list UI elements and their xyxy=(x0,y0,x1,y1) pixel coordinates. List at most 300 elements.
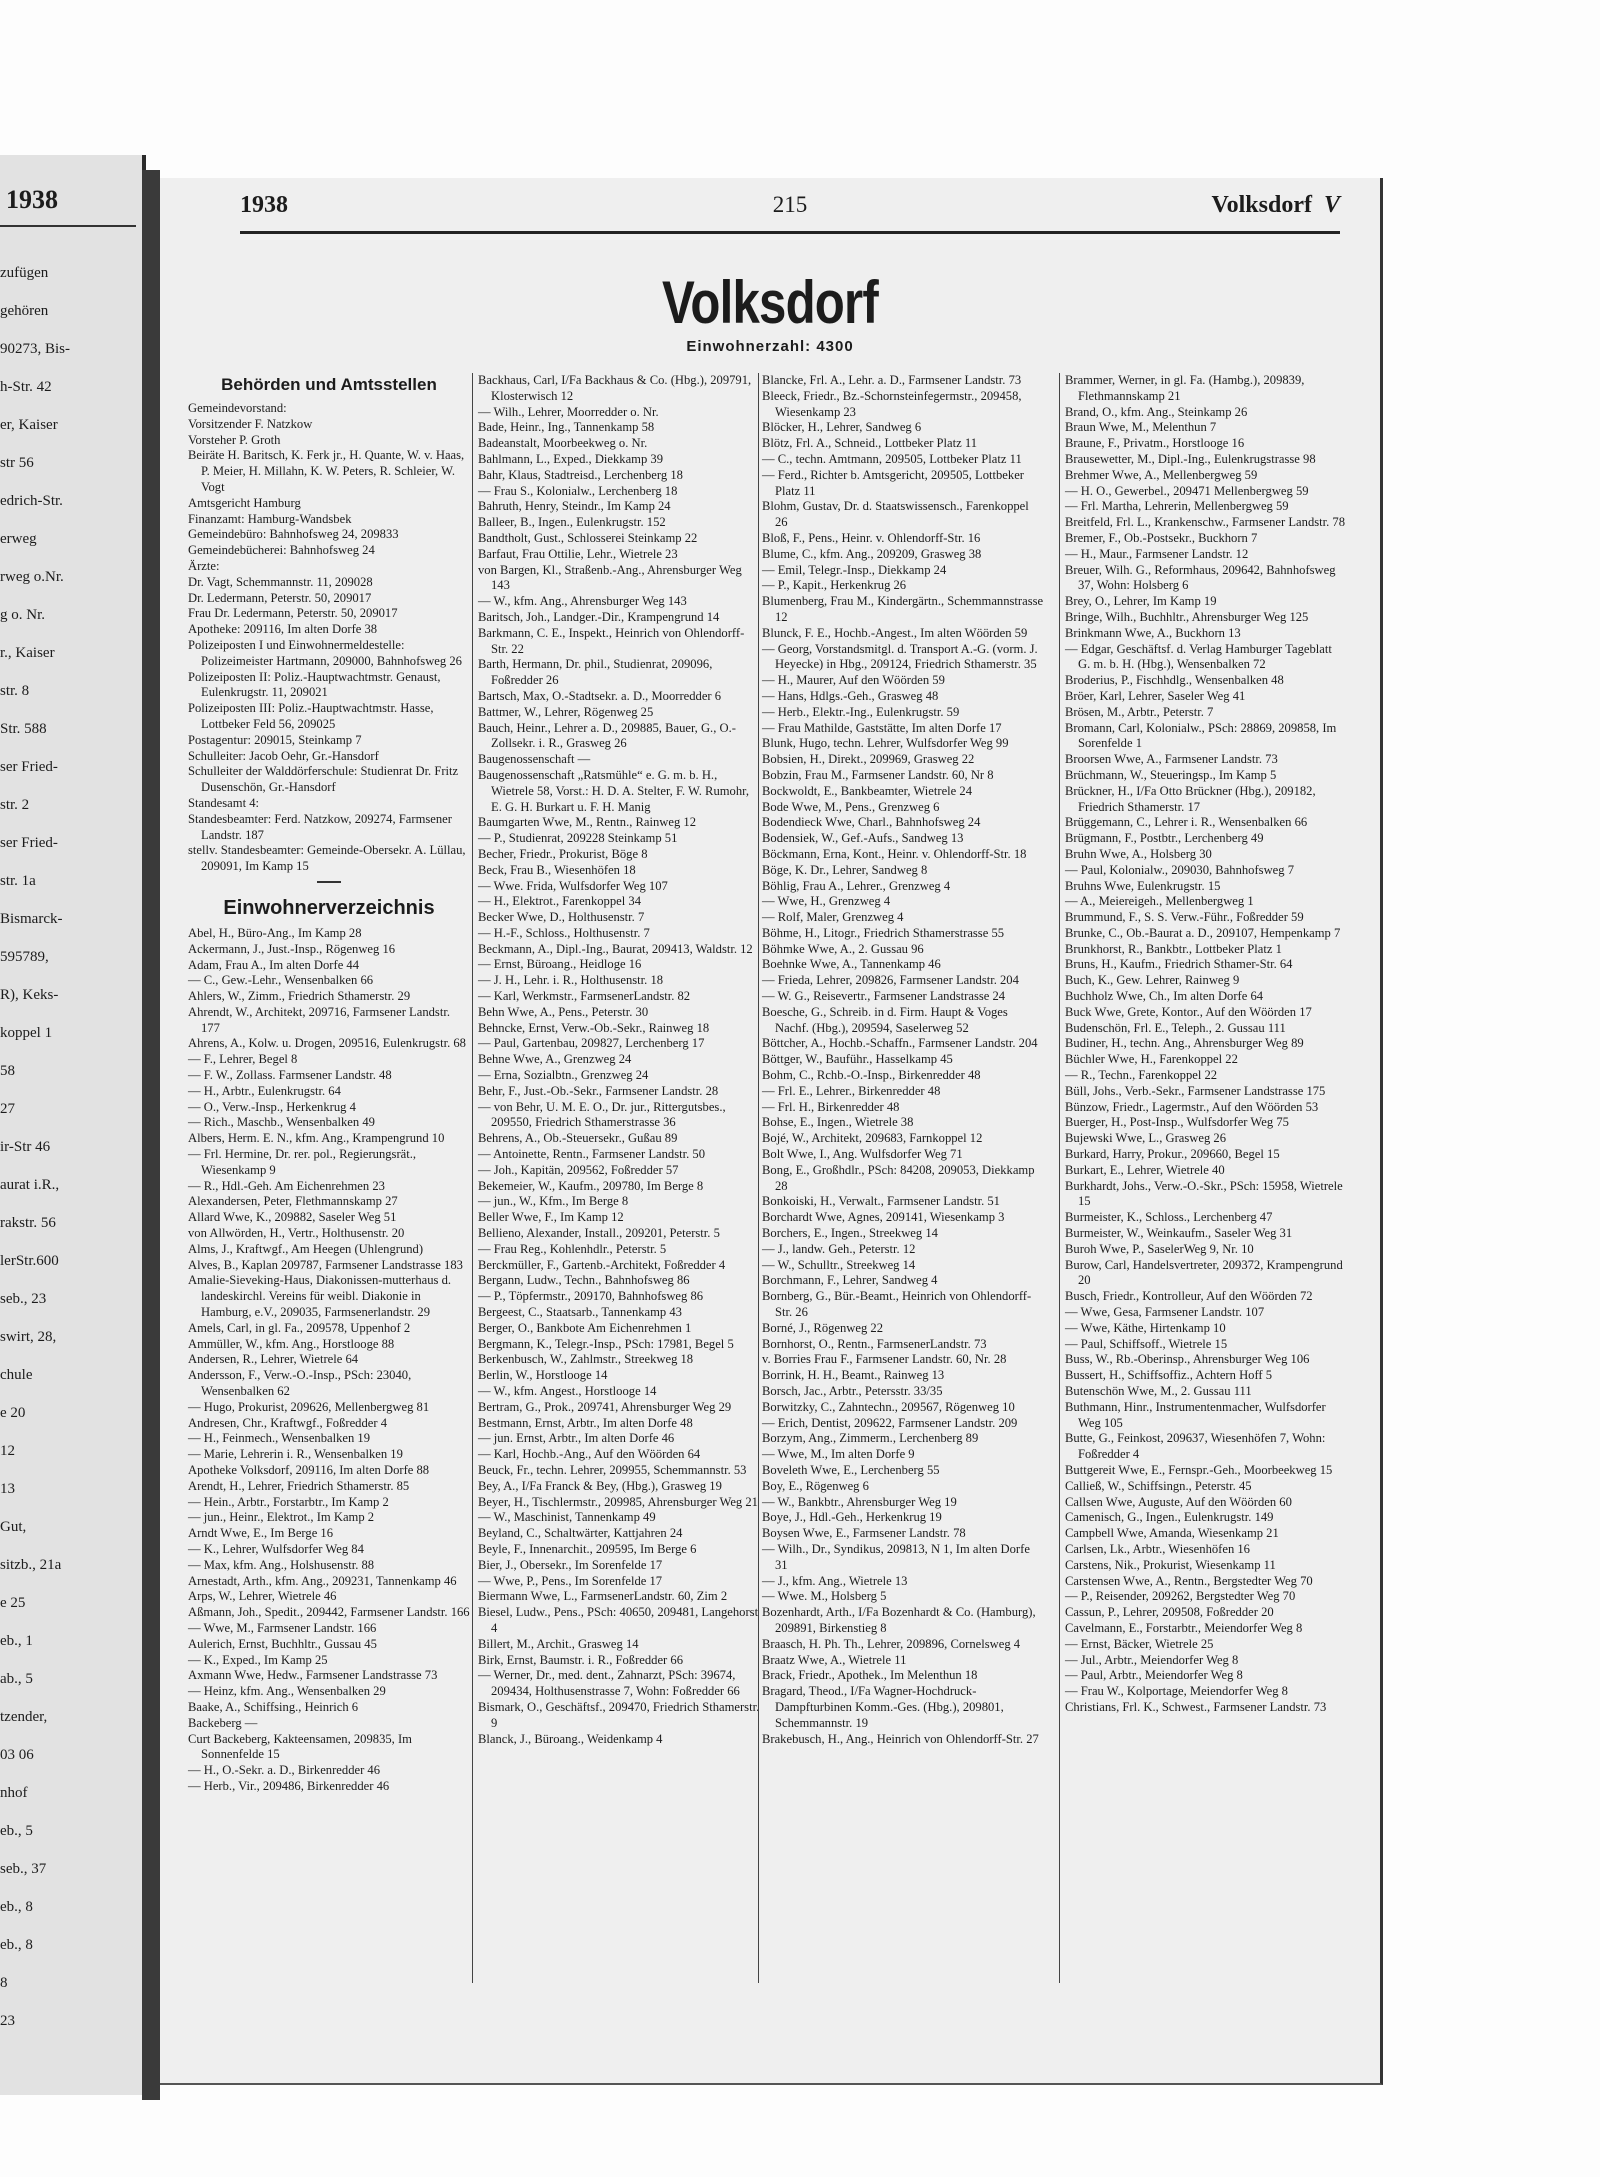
resident-entry: Bong, E., Großhdlr., PSch: 84208, 209053, Diekkamp 28 xyxy=(762,1162,1035,1193)
resident-entry: Billert, M., Archit., Grasweg 14 xyxy=(478,1636,639,1651)
left-page-line: ir-Str 46 xyxy=(0,1139,51,1155)
resident-entry: Bromann, Carl, Kolonialw., PSch: 28869, 209858, Im Sorenfelde 1 xyxy=(1065,720,1337,751)
resident-entry: Butenschön Wwe, M., 2. Gussau 111 xyxy=(1065,1384,1252,1398)
resident-entry: Buerger, H., Post-Insp., Wulfsdorfer Weg 75 xyxy=(1065,1115,1289,1130)
resident-entry: Brückner, H., I/Fa Otto Brückner (Hbg.), 209182, Friedrich Sthamerstr. 17 xyxy=(1065,783,1316,814)
resident-entry: Beck, Frau B., Wiesenhöfen 18 xyxy=(478,862,636,877)
resident-entry: Bojé, W., Architekt, 209683, Farnkoppel 12 xyxy=(762,1131,983,1146)
resident-entry: — H. O., Gewerbel., 209471 Mellenbergweg 59 xyxy=(1065,483,1309,498)
resident-entry: Berckmüller, F., Gartenb.-Architekt, Foßredder 4 xyxy=(478,1257,726,1272)
resident-entry: — Ernst, Büroang., Heidloge 16 xyxy=(478,957,642,972)
page-title: Volksdorf xyxy=(662,269,878,336)
left-page-year: 1938 xyxy=(6,185,58,214)
resident-entry: — F., Lehrer, Begel 8 xyxy=(188,1052,298,1067)
authorities-list xyxy=(188,401,470,875)
left-page-line: str. 8 xyxy=(0,683,30,699)
resident-entry: — Emil, Telegr.-Insp., Diekkamp 24 xyxy=(762,562,947,577)
header-place-name: Volksdorf xyxy=(1211,192,1312,218)
resident-entry: Adam, Frau A., Im alten Dorfe 44 xyxy=(188,957,360,972)
header-place xyxy=(1212,192,1341,219)
resident-entry: Brügmann, F., Postbtr., Lerchenberg 49 xyxy=(1065,831,1264,846)
resident-entry: Bodensiek, W., Gef.-Aufs., Sandweg 13 xyxy=(762,831,964,846)
resident-entry: Buthmann, Hinr., Instrumentenmacher, Wulfsdorfer Weg 105 xyxy=(1065,1399,1326,1430)
resident-entry: Camenisch, G., Ingen., Eulenkrugstr. 149 xyxy=(1065,1510,1274,1525)
resident-entry: Brammer, Werner, in gl. Fa. (Hambg.), 209839, Flethmannskamp 21 xyxy=(1065,373,1305,403)
left-page-line: seb., 23 xyxy=(0,1291,47,1307)
resident-entry: Boehnke Wwe, A., Tannenkamp 46 xyxy=(762,957,941,972)
resident-entry: — P., Kapit., Herkenkrug 26 xyxy=(762,578,907,593)
resident-entry: Curt Backeberg, Kakteensamen, 209835, Im Sonnenfelde 15 xyxy=(188,1731,412,1762)
resident-entry: Blöcker, H., Lehrer, Sandweg 6 xyxy=(762,420,922,435)
resident-entry: — Marie, Lehrerin i. R., Wensenbalken 19 xyxy=(188,1447,403,1462)
resident-entry: — Heinz, kfm. Ang., Wensenbalken 29 xyxy=(188,1684,386,1699)
resident-entry: Buttgereit Wwe, E., Fernspr.-Geh., Moorbeekweg 15 xyxy=(1065,1462,1333,1477)
resident-entry: Balleer, B., Ingen., Eulenkrugstr. 152 xyxy=(478,515,666,530)
residents-heading: Einwohnerverzeichnis xyxy=(223,896,435,919)
resident-entry: Arps, W., Lehrer, Wietrele 46 xyxy=(188,1589,337,1604)
resident-entry: Brack, Friedr., Apothek., Im Melenthun 18 xyxy=(762,1668,978,1683)
left-page-line: R), Keks- xyxy=(0,987,59,1003)
resident-entry: — Georg, Vorstandsmitgl. d. Transport A.-G. (vorm. J. Heyecke) in Hbg., 209124, Friedrich Sthamerstr. 35 xyxy=(762,641,1038,672)
authority-entry: Gemeindevorstand: xyxy=(188,401,287,415)
resident-entry: Baugenossenschaft — xyxy=(478,752,591,767)
resident-entry: — H., Elektrot., Farenkoppel 34 xyxy=(478,894,641,909)
resident-entry: — von Behr, U. M. E. O., Dr. jur., Rittergutsbes., 209550, Friedrich Sthamerstrasse 36 xyxy=(478,1099,726,1130)
left-page-line: 13 xyxy=(0,1481,15,1497)
directory-page xyxy=(160,178,1383,2085)
resident-entry: — Frau Reg., Kohlenhdlr., Peterstr. 5 xyxy=(478,1241,667,1256)
left-page-line: eb., 5 xyxy=(0,1823,33,1839)
left-page-line: eb., 1 xyxy=(0,1633,33,1649)
resident-entry: Barfaut, Frau Ottilie, Lehr., Wietrele 23 xyxy=(478,546,678,561)
left-page-line: e 20 xyxy=(0,1405,26,1421)
resident-entry: Amels, Carl, in gl. Fa., 209578, Uppenhof 2 xyxy=(188,1320,411,1335)
resident-entry: Brunkhorst, R., Bankbtr., Lottbeker Platz 1 xyxy=(1065,941,1282,956)
resident-entry: Blunk, Hugo, techn. Lehrer, Wulfsdorfer Weg 99 xyxy=(762,736,1009,751)
resident-entry: Bestmann, Ernst, Arbtr., Im alten Dorfe 48 xyxy=(478,1415,693,1430)
resident-entry: — Frau W., Kolportage, Meiendorfer Weg 8 xyxy=(1065,1684,1288,1699)
resident-entry: Borsch, Jac., Arbtr., Petersstr. 33/35 xyxy=(762,1384,943,1398)
resident-entry: Becher, Friedr., Prokurist, Böge 8 xyxy=(478,846,648,861)
resident-entry: Böttcher, A., Hochb.-Schaffn., Farmsener Landstr. 204 xyxy=(762,1036,1038,1051)
authority-entry: Gemeindebüro: Bahnhofsweg 24, 209833 xyxy=(188,527,399,542)
resident-entry: Alves, B., Kaplan 209787, Farmsener Landstrasse 183 xyxy=(188,1257,463,1272)
left-page-line: rakstr. 56 xyxy=(0,1215,56,1231)
running-header xyxy=(240,192,1340,232)
resident-entry: — Edgar, Geschäftsf. d. Verlag Hamburger Tageblatt G. m. b. H. (Hbg.), Wensenbalken 72 xyxy=(1065,641,1332,672)
resident-entry: Cassun, P., Lehrer, 209508, Foßredder 20 xyxy=(1065,1605,1274,1620)
resident-entry: — Jul., Arbtr., Meiendorfer Weg 8 xyxy=(1065,1652,1239,1667)
resident-entry: Brausewetter, M., Dipl.-Ing., Eulenkrugstrasse 98 xyxy=(1065,451,1316,466)
resident-entry: Arnestadt, Arth., kfm. Ang., 209231, Tannenkamp 46 xyxy=(188,1573,457,1588)
resident-entry: Bolt Wwe, I., Ang. Wulfsdorfer Weg 71 xyxy=(762,1147,963,1162)
left-page-line: eb., 8 xyxy=(0,1937,33,1953)
authority-entry: Dr. Vagt, Schemmannstr. 11, 209028 xyxy=(188,574,373,589)
resident-entry: — Hein., Arbtr., Forstarbtr., Im Kamp 2 xyxy=(188,1494,389,1509)
resident-entry: — Ferd., Richter b. Amtsgericht, 209505, Lottbeker Platz 11 xyxy=(762,467,1024,498)
authority-entry: Schulleiter: Jacob Oehr, Gr.-Hansdorf xyxy=(188,748,379,763)
resident-entry: Baugenossenschaft „Ratsmühle“ e. G. m. b. H., Wietrele 58, Vorst.: H. D. A. Stelter, F. W. Rumohr, E. G. H. Burkart u. F. H. Manig xyxy=(478,767,749,814)
resident-entry: Aulerich, Ernst, Buchhltr., Gussau 45 xyxy=(188,1636,377,1651)
resident-entry: Buch, K., Gew. Lehrer, Rainweg 9 xyxy=(1065,973,1240,988)
authority-entry: Dr. Ledermann, Peterstr. 50, 209017 xyxy=(188,590,372,605)
authority-entry: Finanzamt: Hamburg-Wandsbek xyxy=(188,511,352,526)
resident-entry: Backeberg — xyxy=(188,1715,258,1730)
resident-entry: Ahrendt, W., Architekt, 209716, Farmsener Landstr. 177 xyxy=(188,1004,450,1035)
authorities-heading: Behörden und Amtsstellen xyxy=(221,375,437,394)
resident-entry: — F. W., Zollass. Farmsener Landstr. 48 xyxy=(188,1068,392,1083)
resident-entry: Arendt, H., Lehrer, Friedrich Sthamerstr. 85 xyxy=(188,1478,410,1493)
resident-entry: Broderius, P., Fischhdlg., Wensenbalken 48 xyxy=(1065,673,1284,688)
resident-entry: Burmeister, K., Schloss., Lerchenberg 47 xyxy=(1065,1210,1273,1225)
resident-entry: Böckmann, Erna, Kont., Heinr. v. Ohlendorff-Str. 18 xyxy=(762,846,1027,861)
left-page-line: sitzb., 21a xyxy=(0,1557,62,1573)
resident-entry: Bonkoiski, H., Verwalt., Farmsener Landstr. 51 xyxy=(762,1194,1000,1209)
resident-entry: Biermann Wwe, L., FarmsenerLandstr. 60, Zim 2 xyxy=(478,1589,728,1604)
column-rule xyxy=(758,373,759,1983)
left-page-line: h-Str. 42 xyxy=(0,379,52,395)
resident-entry: Bodendieck Wwe, Charl., Bahnhofsweg 24 xyxy=(762,815,981,830)
resident-entry: Blumenberg, Frau M., Kindergärtn., Schemmannstrasse 12 xyxy=(762,594,1044,624)
left-page-fragment xyxy=(0,155,146,2095)
resident-entry: Carstensen Wwe, A., Rentn., Bergstedter Weg 70 xyxy=(1065,1573,1313,1588)
resident-entry: Bleeck, Friedr., Bz.-Schornsteinfegermstr., 209458, Wiesenkamp 23 xyxy=(762,388,1022,419)
left-page-line: r., Kaiser xyxy=(0,645,55,661)
resident-entry: — J. H., Lehr. i. R., Holthusenstr. 18 xyxy=(478,973,664,988)
resident-entry: Breuer, Wilh. G., Reformhaus, 209642, Bahnhofsweg 37, Wohn: Holsberg 6 xyxy=(1065,562,1336,593)
resident-entry: — P., Studienrat, 209228 Steinkamp 51 xyxy=(478,831,678,846)
column-rule xyxy=(1059,373,1060,1983)
resident-entry: — Erna, Sozialbtn., Grenzweg 24 xyxy=(478,1068,649,1083)
resident-entry: Braun Wwe, M., Melenthun 7 xyxy=(1065,420,1217,435)
resident-entry: — Rich., Maschb., Wensenbalken 49 xyxy=(188,1115,375,1130)
authority-entry: Vorsitzender F. Natzkow xyxy=(188,416,313,431)
resident-entry: — K., Exped., Im Kamp 25 xyxy=(188,1652,328,1667)
resident-entry: Buss, W., Rb.-Oberinsp., Ahrensburger Weg 106 xyxy=(1065,1352,1310,1367)
resident-entry: — Wwe, M., Im alten Dorfe 9 xyxy=(762,1447,915,1462)
resident-entry: Bahruth, Henry, Steindr., Im Kamp 24 xyxy=(478,499,671,514)
resident-entry: Blanck, J., Büroang., Weidenkamp 4 xyxy=(478,1731,663,1746)
resident-entry: Borné, J., Rögenweg 22 xyxy=(762,1320,884,1335)
resident-entry: — A., Meiereigeh., Mellenbergweg 1 xyxy=(1065,894,1254,909)
resident-entry: Bertram, G., Prok., 209741, Ahrensburger Weg 29 xyxy=(478,1399,732,1414)
resident-entry: Büchler Wwe, H., Farenkoppel 22 xyxy=(1065,1052,1238,1067)
resident-entry: Andersen, R., Lehrer, Wietrele 64 xyxy=(188,1352,359,1367)
header-rule xyxy=(240,231,1340,234)
header-page-number: 215 xyxy=(772,192,808,217)
resident-entry: — Paul, Arbtr., Meiendorfer Weg 8 xyxy=(1065,1668,1243,1683)
authority-entry: Frau Dr. Ledermann, Peterstr. 50, 209017 xyxy=(188,606,398,621)
resident-entry: Backhaus, Carl, I/Fa Backhaus & Co. (Hbg.), 209791, Klosterwisch 12 xyxy=(478,373,752,403)
left-page-line: aurat i.R., xyxy=(0,1177,60,1193)
resident-entry: Andresen, Chr., Kraftwgf., Foßredder 4 xyxy=(188,1415,388,1430)
resident-entry: Borchers, E., Ingen., Streekweg 14 xyxy=(762,1226,938,1241)
resident-entry: Büll, Johs., Verb.-Sekr., Farmsener Landstrasse 175 xyxy=(1065,1083,1326,1098)
resident-entry: Allard Wwe, K., 209882, Saseler Weg 51 xyxy=(188,1210,397,1225)
resident-entry: Beckmann, A., Dipl.-Ing., Baurat, 209413, Waldstr. 12 xyxy=(478,941,753,956)
resident-entry: — Paul, Schiffsoff., Wietrele 15 xyxy=(1065,1336,1228,1351)
resident-entry: Arndt Wwe, E., Im Berge 16 xyxy=(188,1526,334,1541)
resident-entry: Barth, Hermann, Dr. phil., Studienrat, 209096, Foßredder 26 xyxy=(478,657,713,688)
resident-entry: Bornhorst, O., Rentn., FarmsenerLandstr. 73 xyxy=(762,1336,987,1351)
resident-entry: Brand, O., kfm. Ang., Steinkamp 26 xyxy=(1065,404,1248,419)
resident-entry: — Joh., Kapitän, 209562, Foßredder 57 xyxy=(478,1162,679,1177)
resident-entry: Brüchmann, W., Steueringsp., Im Kamp 5 xyxy=(1065,767,1277,782)
authority-entry: Apotheke: 209116, Im alten Dorfe 38 xyxy=(188,622,378,637)
resident-entry: — Frieda, Lehrer, 209826, Farmsener Landstr. 204 xyxy=(762,973,1019,988)
resident-entry: Boesche, G., Schreib. in d. Firm. Haupt & Voges Nachf. (Hbg.), 209594, Saselerweg 52 xyxy=(762,1004,1008,1035)
resident-entry: — Wwe, P., Pens., Im Sorenfelde 17 xyxy=(478,1573,663,1588)
resident-entry: Axmann Wwe, Hedw., Farmsener Landstrasse 73 xyxy=(188,1668,438,1683)
resident-entry: Berger, O., Bankbote Am Eichenrehmen 1 xyxy=(478,1320,692,1335)
resident-entry: Bussert, H., Schiffsoffiz., Achtern Hoff 5 xyxy=(1065,1368,1273,1383)
resident-entry: Amalie-Sieveking-Haus, Diakonissen-mutterhaus d. landeskirchl. Vereins für weibl. Diakonie in Hamburg, e.V., 209035, Farmsenerlandstr. 29 xyxy=(188,1273,452,1320)
left-page-line: str 56 xyxy=(0,455,34,471)
resident-entry: — R., Hdl.-Geh. Am Eichenrehmen 23 xyxy=(188,1178,385,1193)
resident-entry: Buchholz Wwe, Ch., Im alten Dorfe 64 xyxy=(1065,989,1264,1004)
left-page-line: g o. Nr. xyxy=(0,607,45,623)
resident-entry: Alexandersen, Peter, Flethmannskamp 27 xyxy=(188,1194,398,1209)
left-page-line: str. 2 xyxy=(0,797,30,813)
resident-entry: Callsen Wwe, Auguste, Auf den Wöörden 60 xyxy=(1065,1494,1292,1509)
resident-entry: — Karl, Werkmstr., FarmsenerLandstr. 82 xyxy=(478,989,691,1004)
resident-entry: Beller Wwe, F., Im Kamp 12 xyxy=(478,1210,624,1225)
left-page-line: seb., 37 xyxy=(0,1861,47,1877)
resident-entry: — Wilh., Lehrer, Moorredder o. Nr. xyxy=(478,404,659,419)
resident-entry: Böhme, H., Litogr., Friedrich Sthamerstrasse 55 xyxy=(762,925,1005,940)
left-page-line: swirt, 28, xyxy=(0,1329,57,1345)
resident-entry: Beyer, H., Tischlermstr., 209985, Ahrensburger Weg 21 xyxy=(478,1494,758,1509)
left-page-line: Bismarck- xyxy=(0,911,63,927)
resident-entry: — P., Töpfermstr., 209170, Bahnhofsweg 86 xyxy=(478,1289,704,1304)
resident-entry: Brummund, F., S. S. Verw.-Führ., Foßredder 59 xyxy=(1065,910,1304,925)
left-page-line: zufügen xyxy=(0,265,49,281)
resident-entry: — W. G., Reisevertr., Farmsener Landstrasse 24 xyxy=(762,989,1006,1004)
resident-entry: Blötz, Frl. A., Schneid., Lottbeker Platz 11 xyxy=(762,436,977,451)
resident-entry: — H., O.-Sekr. a. D., Birkenredder 46 xyxy=(188,1763,381,1778)
resident-entry: Bobzin, Frau M., Farmsener Landstr. 60, Nr 8 xyxy=(762,767,994,782)
resident-entry: Bey, A., I/Fa Franck & Bey, (Hbg.), Grasweg 19 xyxy=(478,1478,722,1493)
resident-entry: Brunke, C., Ob.-Baurat a. D., 209107, Hempenkamp 7 xyxy=(1065,925,1341,940)
resident-entry: Baake, A., Schiffsing., Heinrich 6 xyxy=(188,1699,359,1714)
resident-entry: Bohm, C., Rchb.-O.-Insp., Birkenredder 48 xyxy=(762,1068,981,1083)
left-page-line: Str. 588 xyxy=(0,721,47,737)
resident-entry: Badeanstalt, Moorbeekweg o. Nr. xyxy=(478,436,648,451)
authority-entry: Standesamt 4: xyxy=(188,795,260,810)
resident-entry: Berkenbusch, W., Zahlmstr., Streekweg 18 xyxy=(478,1352,694,1367)
resident-entry: — Paul, Gartenbau, 209827, Lerchenberg 17 xyxy=(478,1036,705,1051)
resident-entry: — jun., Heinr., Elektrot., Im Kamp 2 xyxy=(188,1510,375,1525)
resident-entry: Bergmann, K., Telegr.-Insp., PSch: 17981, Begel 5 xyxy=(478,1336,734,1351)
resident-entry: — Antoinette, Rentn., Farmsener Landstr. 50 xyxy=(478,1147,706,1162)
resident-entry: Campbell Wwe, Amanda, Wiesenkamp 21 xyxy=(1065,1526,1279,1541)
resident-entry: Carstens, Nik., Prokurist, Wiesenkamp 11 xyxy=(1065,1557,1276,1572)
resident-entry: Berlin, W., Horstlooge 14 xyxy=(478,1368,608,1383)
column-rule xyxy=(472,373,473,1983)
resident-entry: Brinkmann Wwe, A., Buckhorn 13 xyxy=(1065,625,1241,640)
left-page-line: ser Fried- xyxy=(0,759,58,775)
left-page-line: Gut, xyxy=(0,1519,27,1535)
resident-entry: Budiner, H., techn. Ang., Ahrensburger Weg 89 xyxy=(1065,1036,1304,1051)
resident-entry: — Ernst, Bäcker, Wietrele 25 xyxy=(1065,1636,1214,1651)
resident-entry: Bellieno, Alexander, Install., 209201, Peterstr. 5 xyxy=(478,1226,720,1241)
resident-entry: — H.-F., Schloss., Holthusenstr. 7 xyxy=(478,925,650,940)
resident-entry: Boy, E., Rögenweg 6 xyxy=(762,1478,869,1493)
resident-entry: Braasch, H. Ph. Th., Lehrer, 209896, Cornelsweg 4 xyxy=(762,1636,1021,1651)
resident-entry: Borchmann, F., Lehrer, Sandweg 4 xyxy=(762,1273,938,1288)
resident-entry: Bohse, E., Ingen., Wietrele 38 xyxy=(762,1115,914,1130)
resident-entry: Ahrens, A., Kolw. u. Drogen, 209516, Eulenkrugstr. 68 xyxy=(188,1036,466,1051)
resident-entry: Boveleth Wwe, E., Lerchenberg 55 xyxy=(762,1462,940,1477)
resident-entry: Böhmke Wwe, A., 2. Gussau 96 xyxy=(762,941,924,956)
resident-entry: Bismark, O., Geschäftsf., 209470, Friedrich Sthamerstr. 9 xyxy=(478,1699,760,1730)
resident-entry: Ahlers, W., Zimm., Friedrich Sthamerstr. 29 xyxy=(188,989,411,1004)
resident-entry: Baumgarten Wwe, M., Rentn., Rainweg 12 xyxy=(478,815,697,830)
resident-entry: Bremer, F., Ob.-Postsekr., Buckhorn 7 xyxy=(1065,530,1258,545)
left-page-line: 8 xyxy=(0,1975,8,1991)
resident-entry: Ackermann, J., Just.-Insp., Rögenweg 16 xyxy=(188,941,396,956)
resident-entry: Böhlig, Frau A., Lehrer., Grenzweg 4 xyxy=(762,878,951,893)
resident-entry: v. Borries Frau F., Farmsener Landstr. 60, Nr. 28 xyxy=(762,1352,1007,1367)
resident-entry: — H., Arbtr., Eulenkrugstr. 64 xyxy=(188,1083,341,1098)
resident-entry: von Bargen, Kl., Straßenb.-Ang., Ahrensburger Weg 143 xyxy=(478,562,742,593)
resident-entry: Bahr, Klaus, Stadtreisd., Lerchenberg 18 xyxy=(478,467,683,482)
resident-entry: Birk, Ernst, Baumstr. i. R., Foßredder 66 xyxy=(478,1652,683,1667)
left-page-rule xyxy=(0,225,136,227)
resident-entry: — Erich, Dentist, 209622, Farmsener Landstr. 209 xyxy=(762,1415,1018,1430)
resident-entry: Barkmann, C. E., Inspekt., Heinrich von Ohlendorff-Str. 22 xyxy=(478,625,745,656)
resident-entry: — H., Feinmech., Wensenbalken 19 xyxy=(188,1431,371,1446)
resident-entry: Bozenhardt, Arth., I/Fa Bozenhardt & Co. (Hamburg), 209891, Birkenstieg 8 xyxy=(762,1605,1036,1635)
resident-entry: — J., landw. Geh., Peterstr. 12 xyxy=(762,1241,916,1256)
column-1 xyxy=(188,373,470,1795)
resident-entry: Bauch, Heinr., Lehrer a. D., 209885, Bauer, G., O.-Zollsekr. i. R., Grasweg 26 xyxy=(478,720,736,751)
resident-entry: Braune, F., Privatm., Horstlooge 16 xyxy=(1065,436,1245,451)
resident-entry: Busch, Friedr., Kontrolleur, Auf den Wöörden 72 xyxy=(1065,1289,1313,1304)
left-page-line: eb., 8 xyxy=(0,1899,33,1915)
resident-entry: — Hans, Hdlgs.-Geh., Grasweg 48 xyxy=(762,688,939,703)
resident-entry: Bragard, Theod., I/Fa Wagner-Hochdruck-Dampfturbinen Komm.-Ges. (Hbg.), 209801, Schemmannstr. 19 xyxy=(762,1684,1004,1730)
resident-entry: Borwitzky, C., Zahntechn., 209567, Rögenweg 10 xyxy=(762,1399,1015,1414)
column-4 xyxy=(1065,373,1347,1716)
left-page-line: 23 xyxy=(0,2013,15,2029)
resident-entry: Beyland, C., Schaltwärter, Kattjahren 24 xyxy=(478,1526,683,1541)
resident-entry: Bockwoldt, E., Bankbeamter, Wietrele 24 xyxy=(762,783,972,798)
resident-entry: Behne Wwe, A., Grenzweg 24 xyxy=(478,1052,632,1067)
resident-entry: Bekemeier, W., Kaufm., 209780, Im Berge 8 xyxy=(478,1178,704,1193)
authority-entry: Vorsteher P. Groth xyxy=(188,432,281,447)
resident-entry: Carlsen, Lk., Arbtr., Wiesenhöfen 16 xyxy=(1065,1541,1250,1556)
resident-entry: — Wwe. Frida, Wulfsdorfer Weg 107 xyxy=(478,878,668,893)
resident-entry: — Frau S., Kolonialw., Lerchenberg 18 xyxy=(478,483,678,498)
left-page-line: lerStr.600 xyxy=(0,1253,59,1269)
resident-entry: Bobsien, H., Direkt., 209969, Grasweg 22 xyxy=(762,752,975,767)
resident-entry: Biesel, Ludw., Pens., PSch: 40650, 209481, Langehorst 4 xyxy=(478,1605,759,1635)
resident-entry: Bruhn Wwe, A., Holsberg 30 xyxy=(1065,846,1212,861)
left-page-line: 58 xyxy=(0,1063,15,1079)
left-page-line: erweg xyxy=(0,531,37,547)
resident-entry: Bruhns Wwe, Eulenkrugstr. 15 xyxy=(1065,878,1221,893)
resident-entry: Beyle, F., Innenarchit., 209595, Im Berge 6 xyxy=(478,1541,697,1556)
resident-entry: Alms, J., Kraftwgf., Am Heegen (Uhlengrund) xyxy=(188,1241,424,1256)
resident-entry: Brösen, M., Arbtr., Peterstr. 7 xyxy=(1065,704,1214,719)
left-page-line: 595789, xyxy=(0,949,49,965)
resident-entry: Bloß, F., Pens., Heinr. v. Ohlendorff-Str. 16 xyxy=(762,530,981,545)
book-gutter xyxy=(142,170,160,2100)
resident-entry: Blunck, F. E., Hochb.-Angest., Im alten Wöörden 59 xyxy=(762,625,1028,640)
separator xyxy=(317,881,341,883)
resident-entry: — P., Reisender, 209262, Bergstedter Weg 70 xyxy=(1065,1589,1296,1604)
resident-entry: Behncke, Ernst, Verw.-Ob.-Sekr., Rainweg 18 xyxy=(478,1020,710,1035)
authority-entry: Standesbeamter: Ferd. Natzkow, 209274, Farmsener Landstr. 187 xyxy=(188,811,452,842)
resident-entry: — K., Lehrer, Wulfsdorfer Weg 84 xyxy=(188,1541,364,1556)
resident-entry: Bünzow, Friedr., Lagermstr., Auf den Wöörden 53 xyxy=(1065,1099,1319,1114)
authority-entry: Polizeiposten I und Einwohnermeldestelle: Polizeimeister Hartmann, 209000, Bahnhofsweg 26 xyxy=(188,637,462,668)
resident-entry: Becker Wwe, D., Holthusenstr. 7 xyxy=(478,910,645,925)
resident-entry: — Rolf, Maler, Grenzweg 4 xyxy=(762,910,904,925)
resident-entry: Bahlmann, L., Exped., Diekkamp 39 xyxy=(478,451,664,466)
resident-entry: Burmeister, W., Weinkaufm., Saseler Weg 31 xyxy=(1065,1226,1293,1241)
column-2 xyxy=(478,373,760,1747)
resident-entry: — Frl. H., Birkenredder 48 xyxy=(762,1099,900,1114)
resident-entry: Bade, Heinr., Ing., Tannenkamp 58 xyxy=(478,420,655,435)
resident-entry: Borzym, Ang., Zimmerm., Lerchenberg 89 xyxy=(762,1431,979,1446)
resident-entry: Bergann, Ludw., Techn., Bahnhofsweg 86 xyxy=(478,1273,690,1288)
resident-entry: Buck Wwe, Grete, Kontor., Auf den Wöörden 17 xyxy=(1065,1004,1312,1019)
resident-entry: — Wwe, Gesa, Farmsener Landstr. 107 xyxy=(1065,1305,1265,1320)
resident-entry: — Paul, Kolonialw., 209030, Bahnhofsweg 7 xyxy=(1065,862,1294,877)
left-page-line: nhof xyxy=(0,1785,28,1801)
left-page-line: str. 1a xyxy=(0,873,36,889)
resident-entry: Bringe, Wilh., Buchhltr., Ahrensburger Weg 125 xyxy=(1065,609,1309,624)
resident-entry: Burkhardt, Johs., Verw.-O.-Skr., PSch: 15958, Wietrele 15 xyxy=(1065,1178,1343,1209)
resident-entry: Breitfeld, Frl. L., Krankenschw., Farmsener Landstr. 78 xyxy=(1065,515,1346,530)
resident-entry: Broorsen Wwe, A., Farmsener Landstr. 73 xyxy=(1065,752,1278,767)
resident-entry: Behn Wwe, A., Pens., Peterstr. 30 xyxy=(478,1004,649,1019)
left-page-line: koppel 1 xyxy=(0,1025,53,1041)
resident-entry: Baritsch, Joh., Landger.-Dir., Krampengrund 14 xyxy=(478,609,720,624)
resident-entry: — Frau Mathilde, Gaststätte, Im alten Dorfe 17 xyxy=(762,720,1002,735)
resident-entry: Boysen Wwe, E., Farmsener Landstr. 78 xyxy=(762,1526,966,1541)
resident-entry: Aßmann, Joh., Spedit., 209442, Farmsener Landstr. 166 xyxy=(188,1605,470,1620)
resident-entry: — Frl. E., Lehrer., Birkenredder 48 xyxy=(762,1083,941,1098)
resident-entry: Borchardt Wwe, Agnes, 209141, Wiesenkamp 3 xyxy=(762,1210,1005,1225)
resident-entry: — Karl, Hochb.-Ang., Auf den Wöörden 64 xyxy=(478,1447,701,1462)
resident-entry: — R., Techn., Farenkoppel 22 xyxy=(1065,1068,1218,1083)
resident-entry: Borrink, H. H., Beamt., Rainweg 13 xyxy=(762,1368,945,1383)
resident-entry: Behrens, A., Ob.-Steuersekr., Gußau 89 xyxy=(478,1131,678,1146)
resident-entry: Andersson, F., Verw.-O.-Insp., PSch: 23040, Wensenbalken 62 xyxy=(188,1368,412,1399)
resident-entry: Brehmer Wwe, A., Mellenbergweg 59 xyxy=(1065,467,1258,482)
authority-entry: Gemeindebücherei: Bahnhofsweg 24 xyxy=(188,543,375,558)
resident-entry: Brüggemann, C., Lehrer i. R., Wensenbalken 66 xyxy=(1065,815,1308,830)
resident-entry: Apotheke Volksdorf, 209116, Im alten Dorfe 88 xyxy=(188,1463,430,1477)
authority-entry: Beiräte H. Baritsch, K. Ferk jr., H. Quante, W. v. Haas, P. Meier, H. Millahn, K. W. Peters, R. Schleier, W. Vogt xyxy=(188,448,465,494)
resident-entry: Bode Wwe, M., Pens., Grenzweg 6 xyxy=(762,799,940,814)
authority-entry: Ärzte: xyxy=(188,558,220,573)
authority-entry: stellv. Standesbeamter: Gemeinde-Obersekr. A. Lüllau, 209091, Im Kamp 15 xyxy=(188,843,466,874)
resident-entry: Budenschön, Frl. E., Teleph., 2. Gussau 111 xyxy=(1065,1020,1286,1035)
left-page-line: edrich-Str. xyxy=(0,493,63,509)
left-page-line: 90273, Bis- xyxy=(0,341,71,357)
resident-entry: — Werner, Dr., med. dent., Zahnarzt, PSch: 39674, 209434, Holthusenstrasse 7, Wohn: Foßredder 66 xyxy=(478,1668,740,1699)
resident-entry: — W., Bankbtr., Ahrensburger Weg 19 xyxy=(762,1494,957,1509)
resident-entry: — H., Maurer, Auf den Wöörden 59 xyxy=(762,673,945,688)
resident-entry: Bujewski Wwe, L., Grasweg 26 xyxy=(1065,1131,1227,1146)
resident-entry: — Wwe, H., Grenzweg 4 xyxy=(762,894,891,909)
resident-entry: Böttger, W., Bauführ., Hasselkamp 45 xyxy=(762,1052,953,1067)
resident-entry: — Wwe. M., Holsberg 5 xyxy=(762,1589,887,1604)
